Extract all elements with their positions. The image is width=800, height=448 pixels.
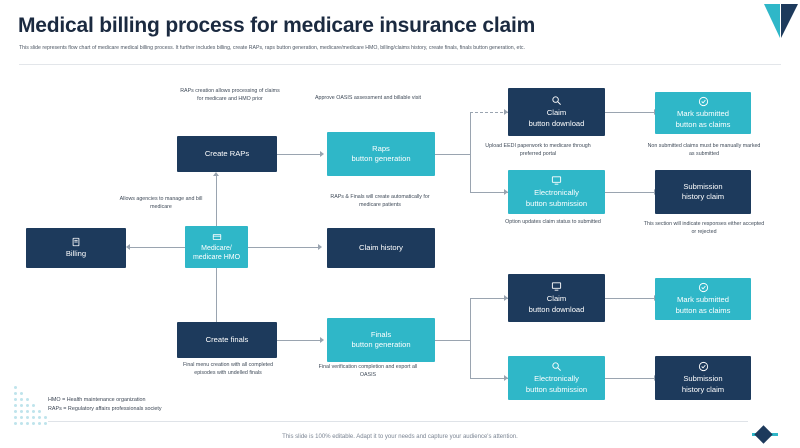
decoration-dot [20,392,23,395]
node-submission-history-claim-bottom[interactable] [655,356,751,400]
footer-badge [752,424,778,446]
note-final-verification: Final verification completion and export all OASIS [318,364,418,378]
node-electronically-button-submission-bottom[interactable] [508,356,605,400]
decoration-dot [14,386,17,389]
triangle-teal-icon [764,4,780,38]
connector-hmo-to-claimhistory [248,247,318,248]
decoration-dot [14,404,17,407]
connector-claimtop-to-marktop [605,112,655,113]
corner-decoration [752,0,800,58]
monitor-icon [551,175,562,186]
connector-trunk-bottom [470,298,471,378]
page-subtitle: This slide represents flow chart of medicare medical billing process. It further includes billing, create RAPs, raps button generation, medicare/medicare HMO, billing/claims history, create finals, finals button generation, etc. [19,45,525,51]
note-final-menu: Final menu creation with all completed episodes with undelled finals [182,362,274,376]
arrow-hmo-to-raps [213,172,219,176]
header-divider [19,64,781,65]
connector-electronictop-to-submissiontop [605,192,655,193]
document-icon [71,237,81,247]
decoration-dot [14,422,17,425]
node-claim-button-download-top-label: Claim button download [528,108,585,128]
check-circle-icon [698,282,709,293]
decoration-dot [14,416,17,419]
card-icon [212,232,222,242]
connector-raps-to-rapsbtn [277,154,320,155]
arrow-finals-to-finalsbtn [320,337,324,343]
decoration-dot [20,410,23,413]
decoration-dot [38,422,41,425]
note-non-submitted: Non submitted claims must be manually marked as submitted [647,143,761,157]
check-circle-icon [698,361,709,372]
dots-decoration [14,386,48,426]
note-raps-creation: RAPs creation allows processing of claims for medicare and HMO prior [180,88,280,102]
footer-badge-diamond-icon [754,425,772,443]
note-option-updates: Option updates claim status to submitted [505,219,601,225]
connector-trunk-to-claim-bottom [470,298,508,299]
connector-electronicbottom-to-submissionbottom [605,378,655,379]
node-create-finals-label: Create finals [205,334,249,344]
page-title: Medical billing process for medicare insurance claim [18,14,536,37]
node-medicare-hmo-label: Medicare/ medicare HMO [192,244,241,261]
footer-divider [48,421,748,422]
node-mark-submitted-top-label: Mark submitted button as claims [675,109,731,129]
decoration-dot [20,398,23,401]
note-approve-oasis: Approve OASIS assessment and billable visit [315,95,421,101]
connector-finals-to-finalsbtn [277,340,320,341]
decoration-dot [14,410,17,413]
node-claim-history[interactable] [327,228,435,268]
arrow-hmo-to-claimhistory [318,244,322,250]
check-circle-icon [698,96,709,107]
node-finals-button-generation-label: Finals button generation [351,329,411,349]
node-claim-button-download-bottom-label: Claim button download [528,294,585,314]
connector-trunk-to-claim-top [470,112,508,113]
node-mark-submitted-bottom[interactable] [655,278,751,320]
decoration-dot [26,410,29,413]
node-claim-button-download-bottom[interactable] [508,274,605,322]
footer-note: This slide is 100% editable. Adapt it to your needs and capture your audience's attention. [282,434,518,440]
note-upload-eedi: Upload EEDI paperwork to medicare through preferred portal [485,143,591,157]
node-create-finals[interactable] [177,322,277,358]
note-this-section: This section will indicate responses either accepted or rejected [643,221,765,235]
connector-trunk-top [470,112,471,192]
node-electronically-button-submission-bottom-label: Electronically button submission [525,374,588,394]
footnote-raps: RAPs = Regulatory affairs professionals society [48,405,162,412]
note-allows-agencies: Allows agencies to manage and bill medicare [119,196,203,210]
node-electronically-button-submission-top-label: Electronically button submission [525,188,588,208]
node-create-raps-label: Create RAPs [204,148,250,158]
connector-hmo-to-raps-vertical [216,176,217,228]
node-electronically-button-submission-top[interactable] [508,170,605,214]
decoration-dot [38,410,41,413]
decoration-dot [32,404,35,407]
connector-hmo-to-billing [128,247,185,248]
node-mark-submitted-top[interactable] [655,92,751,134]
node-finals-button-generation[interactable] [327,318,435,362]
node-mark-submitted-bottom-label: Mark submitted button as claims [675,295,731,315]
arrow-raps-to-rapsbtn [320,151,324,157]
connector-hmo-to-finals-vertical [216,268,217,326]
node-claim-button-download-top[interactable] [508,88,605,136]
node-create-raps[interactable] [177,136,277,172]
magnifier-icon [551,95,562,106]
footnote-hmo: HMO = Health maintenance organization [48,396,146,403]
decoration-dot [26,422,29,425]
decoration-dot [44,416,47,419]
decoration-dot [26,398,29,401]
monitor-icon [551,281,562,292]
node-submission-history-claim-bottom-label: Submission history claim [681,374,725,394]
decoration-dot [26,404,29,407]
magnifier-icon [551,361,562,372]
decoration-dot [32,422,35,425]
node-submission-history-claim-top-label: Submission history claim [681,181,725,201]
decoration-dot [44,422,47,425]
decoration-dot [20,416,23,419]
connector-claimbottom-to-markbottom [605,298,655,299]
note-raps-finals-create: RAPs & Finals will create automatically for medicare patients [330,194,430,208]
connector-finalsbtn-trunk [435,340,470,341]
node-raps-button-generation-label: Raps button generation [351,143,411,163]
decoration-dot [14,392,17,395]
connector-rapsbtn-trunk [435,154,470,155]
node-billing-label: Billing [65,248,87,258]
decoration-dot [32,416,35,419]
triangle-navy-icon [781,4,798,38]
node-submission-history-claim-top[interactable] [655,170,751,214]
node-raps-button-generation[interactable] [327,132,435,176]
decoration-dot [26,416,29,419]
decoration-dot [14,398,17,401]
connector-trunk-to-electronic-top [470,192,508,193]
footnotes [48,396,162,414]
decoration-dot [20,404,23,407]
decoration-dot [32,410,35,413]
decoration-dot [38,416,41,419]
node-claim-history-label: Claim history [359,242,403,252]
node-medicare-hmo[interactable] [185,226,248,268]
decoration-dot [20,422,23,425]
arrow-hmo-to-billing [126,244,130,250]
connector-trunk-to-electronic-bottom [470,378,508,379]
node-billing[interactable] [26,228,126,268]
